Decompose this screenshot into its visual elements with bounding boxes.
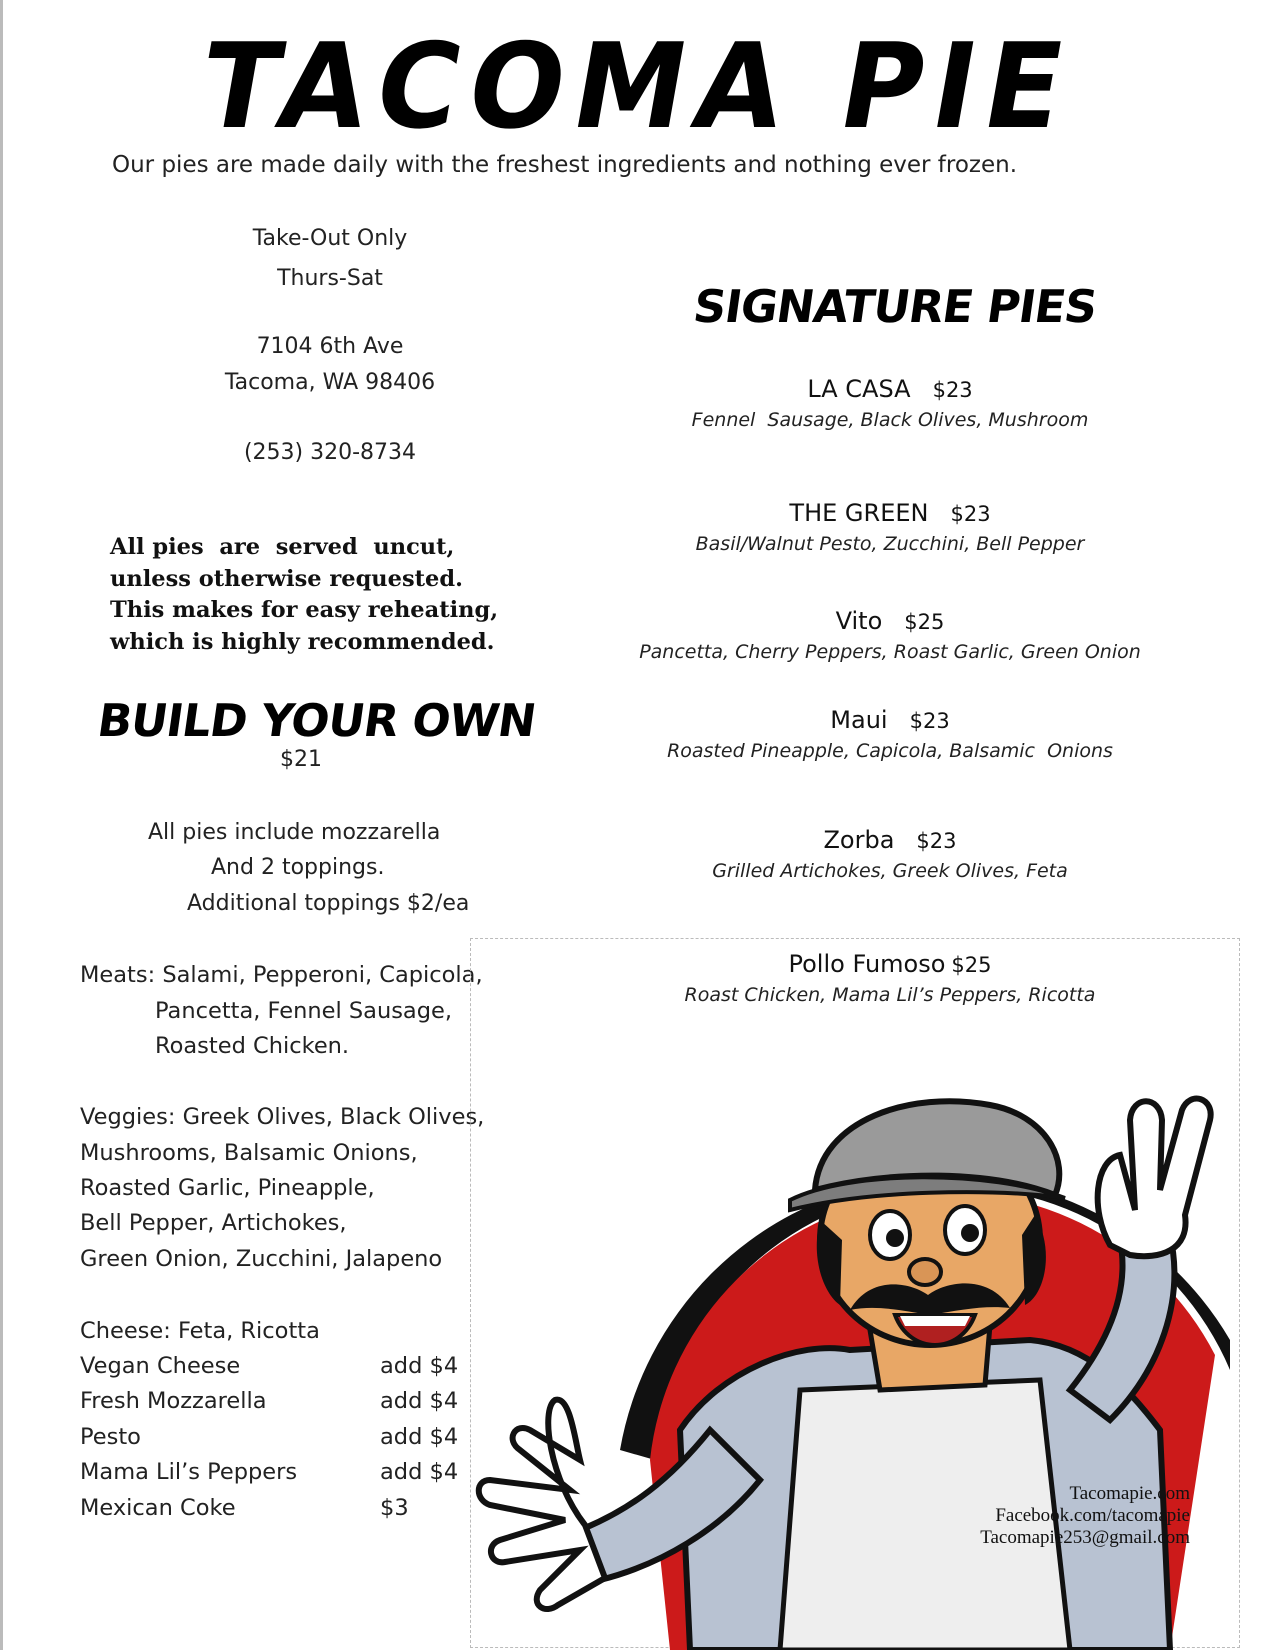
addon-price: add $4 [380, 1459, 459, 1485]
veggies-list: Roasted Garlic, Pineapple, [80, 1175, 375, 1201]
signature-pie-item [600, 706, 1180, 762]
uncut-policy [110, 532, 550, 658]
address-line-2: Tacoma, WA 98406 [224, 370, 436, 395]
pie-description: Basil/Walnut Pesto, Zucchini, Bell Pepper [695, 533, 1085, 555]
meats-list: Pancetta, Fennel Sausage, [155, 998, 452, 1024]
pie-heading [600, 706, 1180, 734]
veggies-list: Bell Pepper, Artichokes, [80, 1210, 347, 1236]
website-link[interactable]: Tacomapie.com [1069, 1483, 1190, 1504]
pie-price: $23 [916, 829, 957, 853]
addon-name: Mexican Coke [80, 1495, 236, 1521]
cheese-list: Cheese: Feta, Ricotta [80, 1318, 320, 1344]
pie-name: Pollo Fumoso [788, 950, 946, 978]
pie-heading [600, 607, 1180, 635]
signature-pies-heading: SIGNATURE PIES [690, 280, 1100, 333]
pie-name: LA CASA [807, 375, 911, 403]
phone-number: (253) 320-8734 [243, 440, 417, 465]
addon-row [80, 1459, 480, 1493]
addon-row [80, 1424, 480, 1458]
addon-name: Mama Lil’s Peppers [80, 1459, 298, 1485]
peace-sign-glove [1098, 1099, 1211, 1257]
open-days: Thurs-Sat [277, 266, 383, 291]
pie-heading [600, 950, 1180, 978]
build-your-own-heading: BUILD YOUR OWN [94, 694, 539, 747]
build-your-own-price: $21 [280, 747, 322, 772]
addon-name: Pesto [80, 1424, 141, 1450]
addon-row [80, 1495, 480, 1529]
byo-note-line: And 2 toppings. [211, 855, 385, 880]
addon-name: Fresh Mozzarella [80, 1388, 267, 1414]
pie-price: $23 [932, 378, 973, 402]
pie-description: Roasted Pineapple, Capicola, Balsamic Onions [667, 740, 1113, 762]
pie-heading [600, 375, 1180, 403]
pie-price: $25 [951, 953, 992, 977]
email-link[interactable]: Tacomapie253@gmail.com [980, 1527, 1190, 1548]
pie-price: $23 [909, 709, 950, 733]
chef-mascot-illustration [470, 1010, 1250, 1650]
addon-price: add $4 [380, 1388, 459, 1414]
pie-name: Maui [830, 706, 888, 734]
addon-row [80, 1388, 480, 1422]
page-edge [0, 0, 3, 1650]
pie-name: Zorba [823, 826, 895, 854]
tagline: Our pies are made daily with the freshest ingredients and nothing ever frozen. [112, 152, 1018, 178]
addon-row [80, 1353, 480, 1387]
pie-price: $23 [950, 502, 991, 526]
menu-title: TACOMA PIE [190, 18, 1085, 156]
addon-price: $3 [380, 1495, 409, 1521]
meats-list: Meats: Salami, Pepperoni, Capicola, [80, 962, 483, 988]
service-type: Take-Out Only [252, 226, 408, 251]
pie-price: $25 [904, 610, 945, 634]
veggies-list: Green Onion, Zucchini, Jalapeno [80, 1246, 443, 1272]
pie-heading [600, 826, 1180, 854]
open-hand-glove [479, 1400, 605, 1609]
addon-name: Vegan Cheese [80, 1353, 241, 1379]
facebook-link[interactable]: Facebook.com/tacomapie [995, 1505, 1190, 1526]
signature-pie-item [600, 607, 1180, 663]
pie-description: Fennel Sausage, Black Olives, Mushroom [691, 409, 1089, 431]
pie-name: Vito [835, 607, 883, 635]
signature-pie-item [600, 375, 1180, 431]
addon-price: add $4 [380, 1424, 459, 1450]
policy-line: unless otherwise requested. [110, 565, 463, 592]
pie-description: Roast Chicken, Mama Lil’s Peppers, Ricotta [684, 984, 1096, 1006]
signature-pie-item [600, 499, 1180, 555]
signature-pie-item [600, 950, 1180, 1006]
address-line-1: 7104 6th Ave [256, 334, 404, 359]
pie-description: Pancetta, Cherry Peppers, Roast Garlic, Green Onion [639, 641, 1141, 663]
veggies-list: Mushrooms, Balsamic Onions, [80, 1140, 418, 1166]
addon-price: add $4 [380, 1353, 459, 1379]
byo-note-line: Additional toppings $2/ea [187, 891, 470, 916]
pie-heading [600, 499, 1180, 527]
policy-line: which is highly recommended. [110, 628, 495, 655]
policy-line: This makes for easy reheating, [110, 597, 499, 623]
signature-pie-item [600, 826, 1180, 882]
pie-description: Grilled Artichokes, Greek Olives, Feta [712, 860, 1068, 882]
byo-note-line: All pies include mozzarella [148, 820, 441, 845]
pie-name: THE GREEN [789, 499, 929, 527]
meats-list: Roasted Chicken. [155, 1033, 350, 1059]
veggies-list: Veggies: Greek Olives, Black Olives, [80, 1104, 485, 1130]
policy-line: All pies are served uncut, [110, 534, 455, 560]
